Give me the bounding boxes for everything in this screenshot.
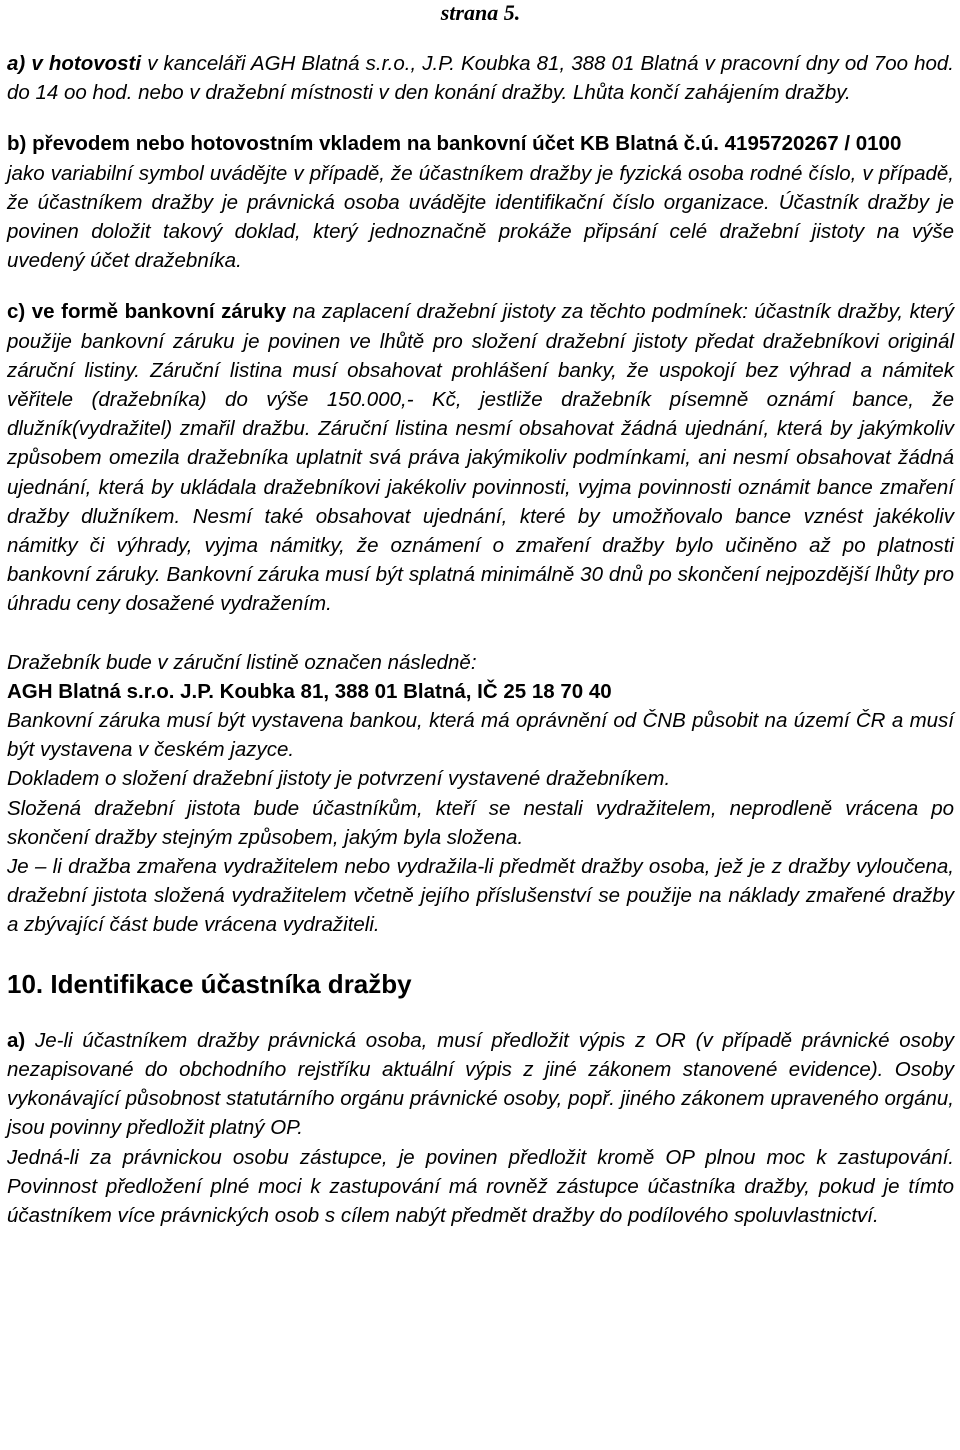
section-10-paragraph: [7, 1026, 954, 1143]
section-a-label: a): [7, 52, 26, 75]
designation-line-3: Složená dražební jistota bude účastníkům, kteří se nestali vydražitelem, neprodleně vrácena po skončení dražby stejným způsobem, jakým byla složena.: [7, 796, 954, 849]
section-10-heading: 10. Identifikace účastníka dražby: [7, 968, 412, 999]
designation-line-4: Je – li dražba zmařena vydražitelem nebo vydražila-li předmět dražby osoba, jež je z dražby vyloučena, dražební jistota složená vydražitelem včetně jejího příslušenství se použije na náklady zmařené dražby a zbývající část bude vrácena vydražiteli.: [7, 855, 954, 937]
designation-line-1: Bankovní záruka musí být vystavena bankou, která má oprávnění od ČNB působit na území ČR a musí být vystavena v českém jazyce.: [7, 709, 954, 762]
section-10-label: a): [7, 1028, 26, 1052]
section-10-text: Je-li účastníkem dražby právnická osoba, musí předložit výpis z OR (v případě právnické osoby nezapisované do obchodního rejstříku aktuální výpis z jiné zákonem stanovené evidence). Osoby vykonávající působnost statutárního orgánu právnické osoby, popř. jiného zákonem upraveného orgánu, jsou povinny předložit platný OP.: [7, 1028, 954, 1140]
section-b-text: jako variabilní symbol uvádějte v případě, že účastníkem dražby je fyzická osoba rodné číslo, v případě, že účastníkem dražby je právnická osoba uvádějte identifikační číslo organizace. Účastník dražby je povinen doložit takový doklad, který jednoznačně prokáže připsání celé dražební jistoty na výše uvedený účet dražebníka.: [7, 161, 954, 273]
section-b-label: b): [7, 132, 27, 156]
designation-line-2: Dokladem o složení dražební jistoty je potvrzení vystavené dražebníkem.: [7, 767, 671, 791]
section-c-label: c): [7, 300, 26, 324]
section-c-paragraph: [7, 297, 954, 618]
section-c-text: na zaplacení dražební jistoty za těchto podmínek: účastník dražby, který použije bankovní záruku je povinen ve lhůtě pro složení dražební jistoty předat dražebníkovi originál záruční listiny. Záruční listina musí obsahovat prohlášení banky, že uspokojí bez výhrad a námitek věřitele (dražebníka) do výše 150.000,- Kč, jestliže dražebník písemně oznámí bance, že dlužník(vydražitel) zmařil dražbu. Záruční listina nesmí obsahovat žádná ujednání, která by jakýmkoliv způsobem omezila dražebníka uplatnit svá práva jakýmikoliv podmínkami, ani nesmí obsahovat žádná ujednání, která by ukládala dražebníkovi jakékoliv povinnosti, vyjma povinnosti oznámit bance zmaření dražby dlužníkem. Nesmí také obsahovat ujednání, které by umožňovalo bance vznést jakékoliv námitky či výhrady, vyjma námitky, že oznámení o zmaření dražby bylo učiněno až po platnosti bankovní záruky. Bankovní záruka musí být splatná minimálně 30 dnů po skončení nejpozdější lhůty pro úhradu ceny dosažené vydražením.: [7, 300, 954, 616]
section-b-bold: převodem nebo hotovostním vkladem na bankovní účet KB Blatná č.ú. 4195720267 / 0100: [32, 132, 902, 156]
designation-intro: Dražebník bude v záruční listině označen následně:: [7, 650, 477, 674]
section-b-bold-paragraph: [7, 129, 954, 158]
section-a-paragraph: [7, 49, 954, 107]
section-a-text: v kanceláři AGH Blatná s.r.o., J.P. Koubka 81, 388 01 Blatná v pracovní dny od 7oo hod. do 14 oo hod. nebo v dražební místnosti v den konání dražby. Lhůta končí zahájením dražby.: [7, 52, 954, 105]
section-a-bold: v hotovosti: [31, 52, 142, 75]
section-10-text-2: Jedná-li za právnickou osobu zástupce, je povinen předložit kromě OP plnou moc k zastupování. Povinnost předložení plné moci k zastupování má rovněž zástupce účastníka dražby, pokud je tímto účastníkem více právnických osob s cílem nabýt předmět dražby do podílového spoluvlastnictví.: [7, 1145, 954, 1227]
designation-name: AGH Blatná s.r.o. J.P. Koubka 81, 388 01 Blatná, IČ 25 18 70 40: [7, 679, 612, 703]
section-c-bold: ve formě bankovní záruky: [31, 300, 287, 324]
page-number: strana 5.: [440, 0, 521, 25]
